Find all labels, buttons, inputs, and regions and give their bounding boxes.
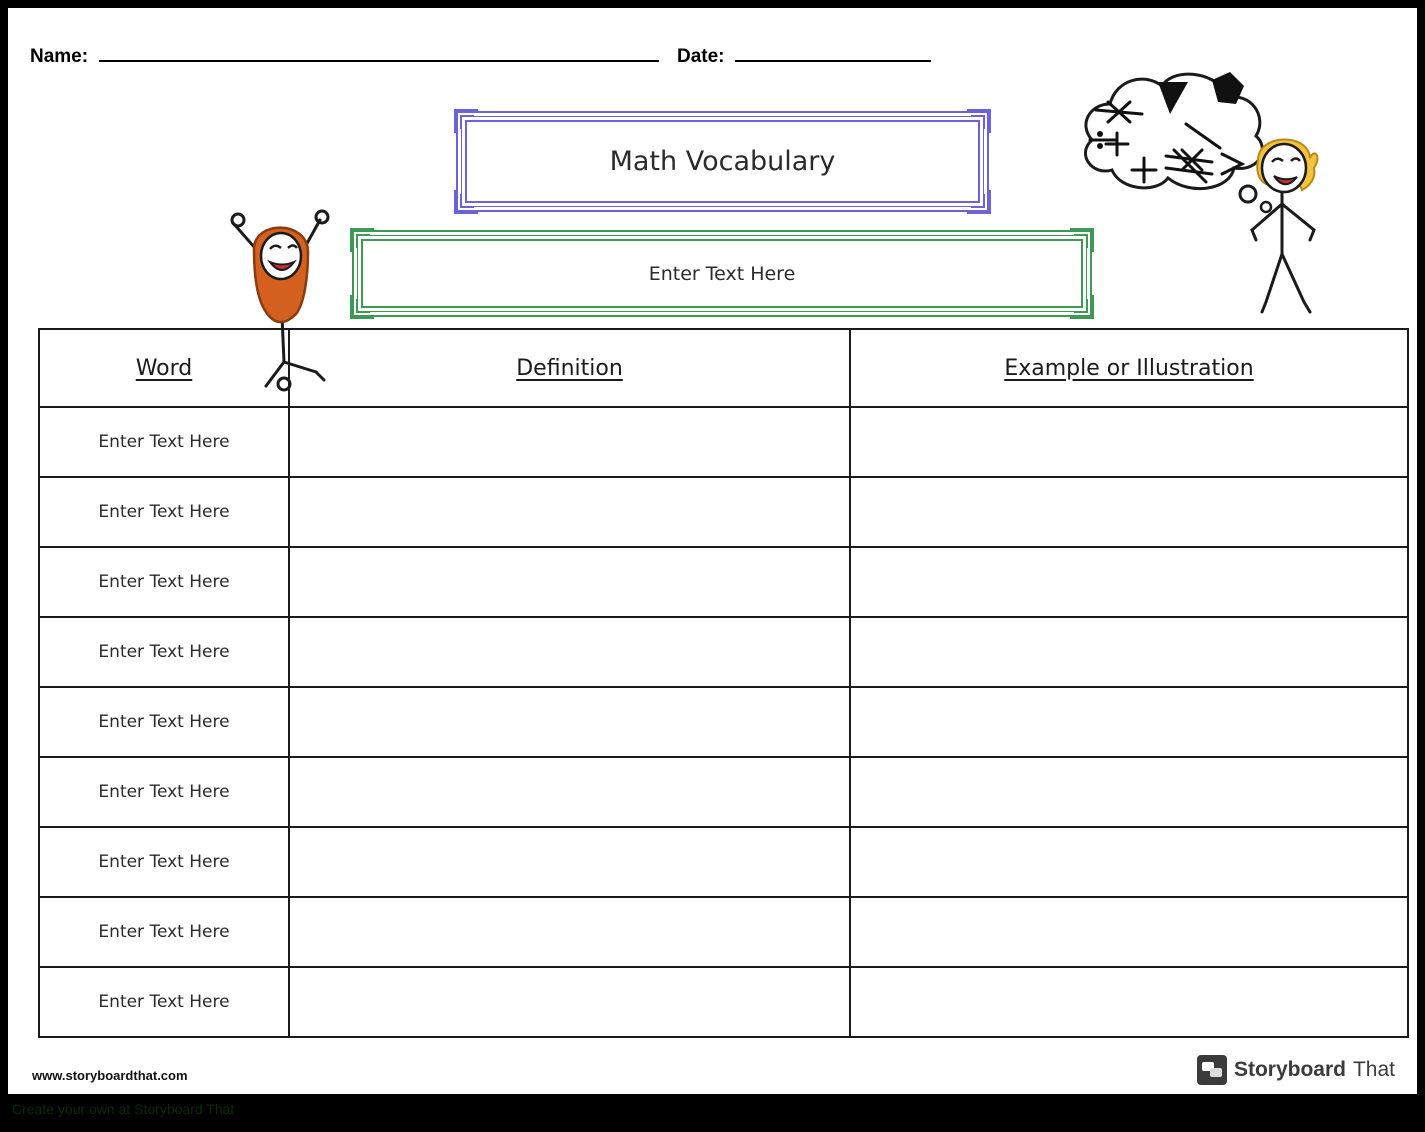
- site-url[interactable]: www.storyboardthat.com: [32, 1068, 188, 1083]
- cell-example[interactable]: [850, 827, 1408, 897]
- cell-word[interactable]: [39, 617, 289, 687]
- word-placeholder: Enter Text Here: [98, 642, 230, 662]
- cell-example[interactable]: [850, 687, 1408, 757]
- table-row: [39, 477, 1408, 547]
- word-placeholder: Enter Text Here: [98, 572, 230, 592]
- header-label-definition: Definition: [516, 355, 623, 381]
- word-placeholder: Enter Text Here: [98, 992, 230, 1012]
- table-row: [39, 687, 1408, 757]
- word-placeholder: Enter Text Here: [98, 432, 230, 452]
- cell-word[interactable]: [39, 757, 289, 827]
- name-input-line[interactable]: [99, 42, 659, 62]
- thinking-student-figure: [1070, 44, 1360, 329]
- bottom-note: Create your own at Storyboard That: [12, 1101, 235, 1117]
- word-placeholder: Enter Text Here: [98, 502, 230, 522]
- header-cell-definition: [289, 329, 850, 407]
- cell-definition[interactable]: [289, 407, 850, 477]
- cell-example[interactable]: [850, 897, 1408, 967]
- word-placeholder: Enter Text Here: [98, 782, 230, 802]
- name-date-row: [30, 42, 970, 72]
- table-row: [39, 827, 1408, 897]
- cell-definition[interactable]: [289, 897, 850, 967]
- vocabulary-table: [38, 328, 1409, 1038]
- storyboardthat-brand[interactable]: [1197, 1055, 1395, 1085]
- date-input-line[interactable]: [735, 42, 931, 62]
- cell-example[interactable]: [850, 547, 1408, 617]
- cell-word[interactable]: [39, 827, 289, 897]
- worksheet-page: [8, 8, 1417, 1094]
- table-row: [39, 967, 1408, 1037]
- name-label: Name:: [30, 46, 89, 67]
- cell-example[interactable]: [850, 967, 1408, 1037]
- cell-word[interactable]: [39, 967, 289, 1037]
- worksheet-subtitle[interactable]: Enter Text Here: [648, 262, 796, 285]
- header-label-example: Example or Illustration: [1004, 355, 1254, 381]
- cell-example[interactable]: [850, 757, 1408, 827]
- word-placeholder: Enter Text Here: [98, 922, 230, 942]
- table-row: [39, 407, 1408, 477]
- header-cell-word: [39, 329, 289, 407]
- brand-name-second: That: [1352, 1058, 1395, 1081]
- cell-definition[interactable]: [289, 827, 850, 897]
- cell-example[interactable]: [850, 617, 1408, 687]
- cell-example[interactable]: [850, 407, 1408, 477]
- cell-word[interactable]: [39, 897, 289, 967]
- cell-word[interactable]: [39, 477, 289, 547]
- title-frame[interactable]: [456, 111, 989, 212]
- cell-example[interactable]: [850, 477, 1408, 547]
- cell-definition[interactable]: [289, 547, 850, 617]
- table-header-row: [39, 329, 1408, 407]
- date-label: Date:: [676, 46, 725, 67]
- cell-word[interactable]: [39, 407, 289, 477]
- table-row: [39, 547, 1408, 617]
- header-label-word: Word: [135, 355, 193, 381]
- cell-definition[interactable]: [289, 757, 850, 827]
- math-symbols-thought-bubble: [1085, 72, 1271, 212]
- cell-definition[interactable]: [289, 477, 850, 547]
- word-placeholder: Enter Text Here: [98, 852, 230, 872]
- brand-name-first: Storyboard: [1233, 1058, 1346, 1081]
- word-placeholder: Enter Text Here: [98, 712, 230, 732]
- cell-word[interactable]: [39, 687, 289, 757]
- storyboardthat-logo-icon: [1197, 1055, 1227, 1085]
- cell-definition[interactable]: [289, 617, 850, 687]
- cell-word[interactable]: [39, 547, 289, 617]
- cell-definition[interactable]: [289, 687, 850, 757]
- table-row: [39, 617, 1408, 687]
- cell-definition[interactable]: [289, 967, 850, 1037]
- table-row: [39, 757, 1408, 827]
- table-row: [39, 897, 1408, 967]
- header-cell-example: [850, 329, 1408, 407]
- subtitle-frame[interactable]: [352, 230, 1092, 317]
- worksheet-title: Math Vocabulary: [609, 146, 836, 177]
